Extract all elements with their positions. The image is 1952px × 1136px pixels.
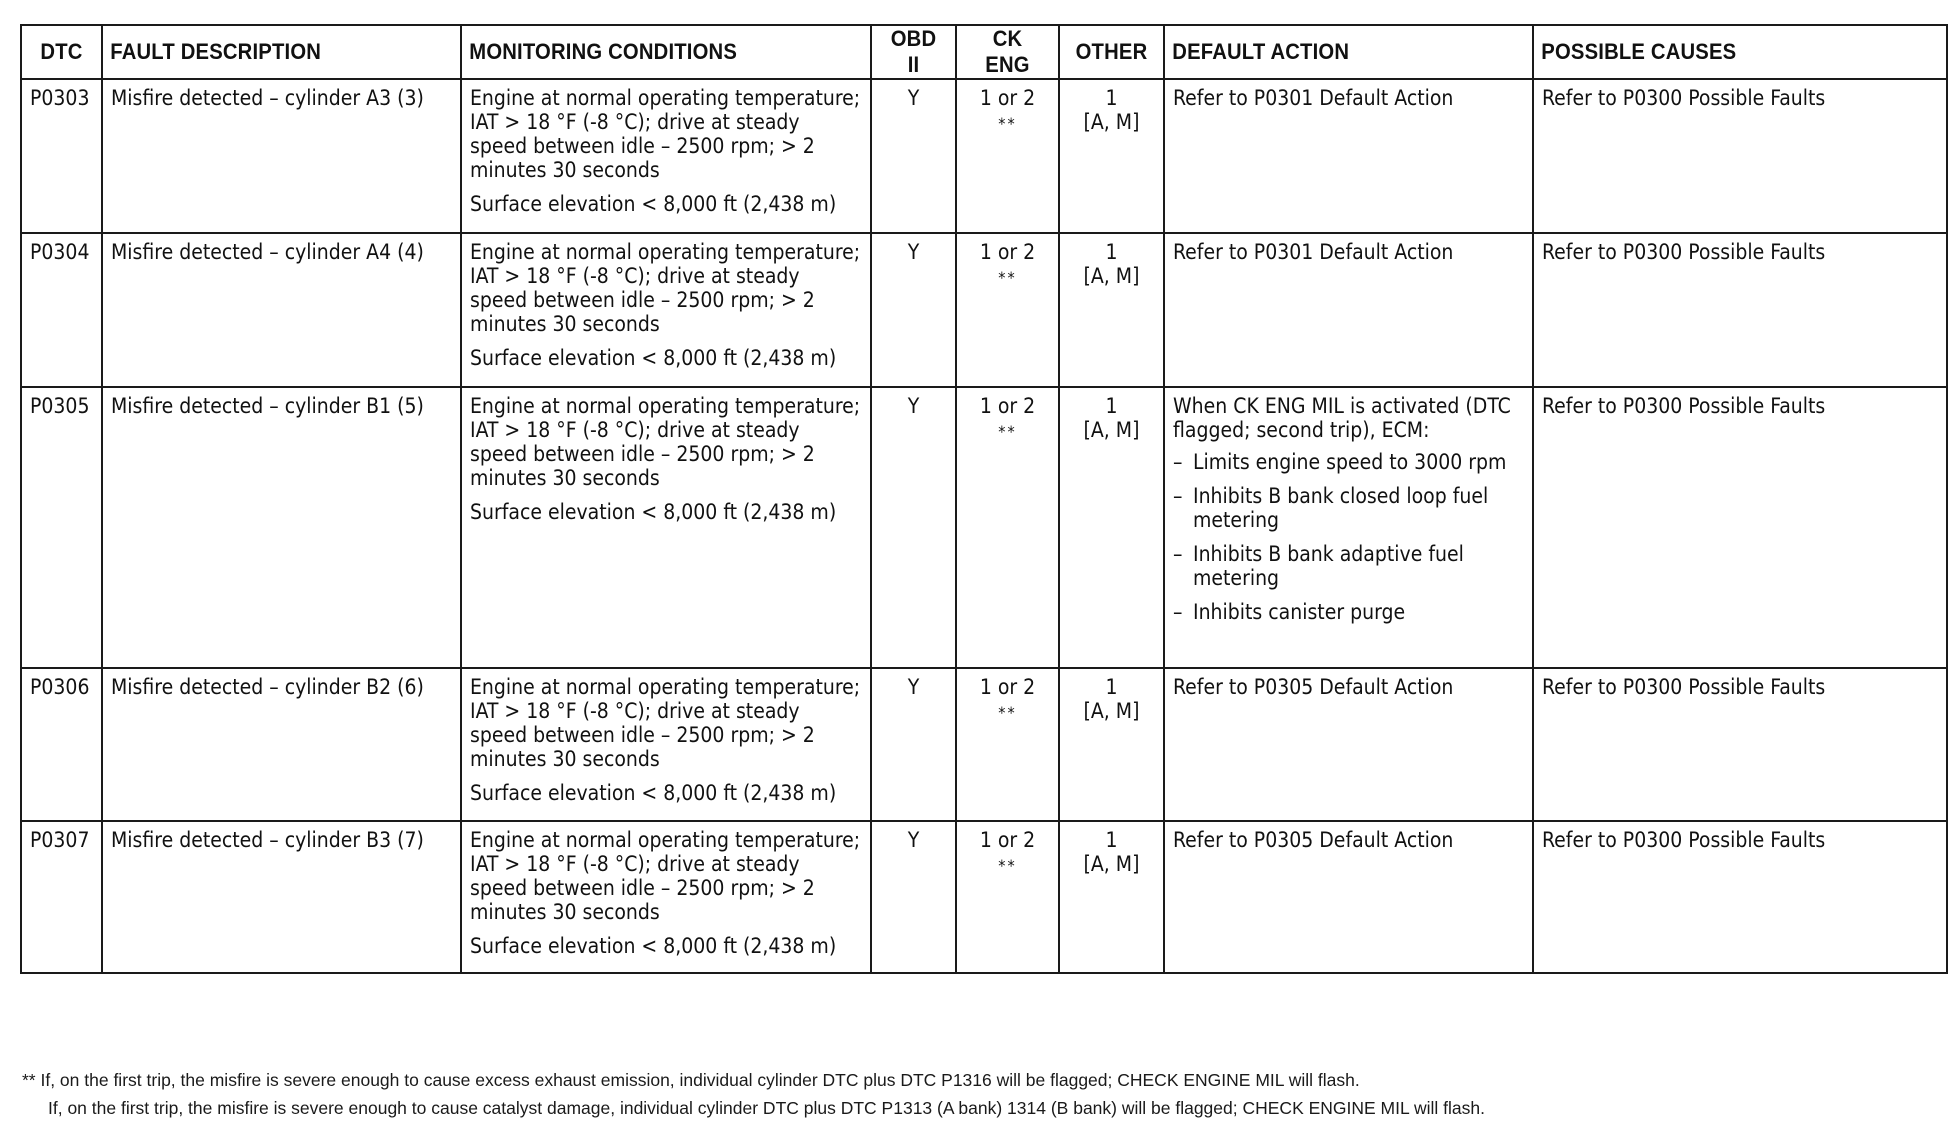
header-fault-description: FAULT DESCRIPTION: [102, 25, 432, 79]
dtc-table: [20, 24, 1948, 974]
header-dtc: DTC: [24, 25, 99, 79]
fault-description: Misfire detected – cylinder B2 (6): [102, 668, 461, 821]
monitoring-conditions: [461, 387, 871, 668]
default-action: Refer to P0305 Default Action: [1164, 668, 1533, 821]
list-item: – Limits engine speed to 3000 rpm: [1173, 450, 1524, 474]
other-value: 1: [1105, 240, 1118, 264]
table-row: [21, 668, 1947, 821]
ck-eng-cell: [956, 387, 1059, 668]
obd-ii-value: Y: [871, 387, 956, 668]
ck-eng-cell: [956, 821, 1059, 973]
other-qualifier: [A, M]: [1083, 852, 1140, 876]
obd-ii-value: Y: [871, 821, 956, 973]
dtc-code: P0307: [21, 821, 102, 973]
other-value: 1: [1105, 828, 1118, 852]
monitoring-conditions: [461, 821, 871, 973]
table-row: [21, 387, 1947, 668]
other-qualifier: [A, M]: [1083, 699, 1140, 723]
dtc-code: P0306: [21, 668, 102, 821]
condition-text: Engine at normal operating temperature; IAT > 18 °F (-8 °C); drive at steady speed between idle – 2500 rpm; > 2 minutes 30 seconds: [470, 675, 861, 771]
footnote-line-1: ** If, on the first trip, the misfire is severe enough to cause excess exhaust emission, individual cylinder DTC plus DTC P1316 will be flagged; CHECK ENGINE MIL will flash.: [22, 1070, 1360, 1090]
ck-eng-cell: [956, 233, 1059, 387]
ck-eng-cell: [956, 79, 1059, 233]
ck-eng-cell: [956, 668, 1059, 821]
footnotes: [22, 1066, 1942, 1122]
dtc-code: P0304: [21, 233, 102, 387]
other-qualifier: [A, M]: [1083, 264, 1140, 288]
default-action: [1164, 387, 1533, 668]
other-qualifier: [A, M]: [1083, 110, 1140, 134]
ck-eng-value: 1 or 2: [979, 86, 1036, 110]
ck-eng-value: 1 or 2: [979, 394, 1036, 418]
ck-eng-value: 1 or 2: [979, 675, 1036, 699]
other-cell: [1059, 668, 1164, 821]
ck-eng-value: 1 or 2: [979, 240, 1036, 264]
list-item: – Inhibits canister purge: [1173, 600, 1524, 624]
list-item: – Inhibits B bank adaptive fuel metering: [1173, 542, 1524, 590]
footnote-marker: **: [998, 856, 1017, 875]
table-row: [21, 821, 1947, 973]
header-other: OTHER: [1063, 25, 1160, 79]
possible-causes: Refer to P0300 Possible Faults: [1533, 387, 1947, 668]
header-default-action: DEFAULT ACTION: [1164, 25, 1503, 79]
elevation-text: Surface elevation < 8,000 ft (2,438 m): [470, 781, 837, 805]
obd-ii-value: Y: [871, 233, 956, 387]
table-row: [21, 79, 1947, 233]
possible-causes: Refer to P0300 Possible Faults: [1533, 668, 1947, 821]
condition-text: Engine at normal operating temperature; IAT > 18 °F (-8 °C); drive at steady speed between idle – 2500 rpm; > 2 minutes 30 seconds: [470, 240, 861, 336]
possible-causes: Refer to P0300 Possible Faults: [1533, 821, 1947, 973]
monitoring-conditions: [461, 79, 871, 233]
other-value: 1: [1105, 394, 1118, 418]
fault-description: Misfire detected – cylinder A4 (4): [102, 233, 461, 387]
table-row: [21, 233, 1947, 387]
fault-description: Misfire detected – cylinder A3 (3): [102, 79, 461, 233]
default-action-list: [1173, 450, 1524, 624]
monitoring-conditions: [461, 668, 871, 821]
footnote-marker: **: [998, 114, 1017, 133]
list-item: – Inhibits B bank closed loop fuel metering: [1173, 484, 1524, 532]
ck-eng-value: 1 or 2: [979, 828, 1036, 852]
other-cell: [1059, 387, 1164, 668]
possible-causes: Refer to P0300 Possible Faults: [1533, 79, 1947, 233]
other-value: 1: [1105, 86, 1118, 110]
obd-ii-value: Y: [871, 79, 956, 233]
other-qualifier: [A, M]: [1083, 418, 1140, 442]
header-obd-ii: OBD II: [874, 25, 952, 79]
monitoring-conditions: [461, 233, 871, 387]
table-header-row: [21, 25, 1947, 79]
elevation-text: Surface elevation < 8,000 ft (2,438 m): [470, 346, 837, 370]
other-cell: [1059, 79, 1164, 233]
elevation-text: Surface elevation < 8,000 ft (2,438 m): [470, 500, 837, 524]
other-value: 1: [1105, 675, 1118, 699]
fault-description: Misfire detected – cylinder B1 (5): [102, 387, 461, 668]
default-action-intro: When CK ENG MIL is activated (DTC flagged; second trip), ECM:: [1173, 394, 1511, 442]
default-action: Refer to P0305 Default Action: [1164, 821, 1533, 973]
header-monitoring-conditions: MONITORING CONDITIONS: [461, 25, 838, 79]
default-action: Refer to P0301 Default Action: [1164, 79, 1533, 233]
other-cell: [1059, 233, 1164, 387]
footnote-marker: **: [998, 268, 1017, 287]
possible-causes: Refer to P0300 Possible Faults: [1533, 233, 1947, 387]
header-ck-eng: CK ENG: [960, 25, 1055, 79]
footnote-line-2: If, on the first trip, the misfire is severe enough to cause catalyst damage, individual cylinder DTC plus DTC P1313 (A bank) 1314 (B bank) will be flagged; CHECK ENGINE MIL will flash.: [48, 1098, 1485, 1118]
elevation-text: Surface elevation < 8,000 ft (2,438 m): [470, 192, 837, 216]
condition-text: Engine at normal operating temperature; IAT > 18 °F (-8 °C); drive at steady speed between idle – 2500 rpm; > 2 minutes 30 seconds: [470, 86, 861, 182]
condition-text: Engine at normal operating temperature; IAT > 18 °F (-8 °C); drive at steady speed between idle – 2500 rpm; > 2 minutes 30 seconds: [470, 828, 861, 924]
fault-description: Misfire detected – cylinder B3 (7): [102, 821, 461, 973]
default-action: Refer to P0301 Default Action: [1164, 233, 1533, 387]
elevation-text: Surface elevation < 8,000 ft (2,438 m): [470, 934, 837, 958]
dtc-code: P0305: [21, 387, 102, 668]
footnote-marker: **: [998, 422, 1017, 441]
header-possible-causes: POSSIBLE CAUSES: [1533, 25, 1914, 79]
dtc-code: P0303: [21, 79, 102, 233]
other-cell: [1059, 821, 1164, 973]
condition-text: Engine at normal operating temperature; IAT > 18 °F (-8 °C); drive at steady speed between idle – 2500 rpm; > 2 minutes 30 seconds: [470, 394, 861, 490]
footnote-marker: **: [998, 703, 1017, 722]
obd-ii-value: Y: [871, 668, 956, 821]
